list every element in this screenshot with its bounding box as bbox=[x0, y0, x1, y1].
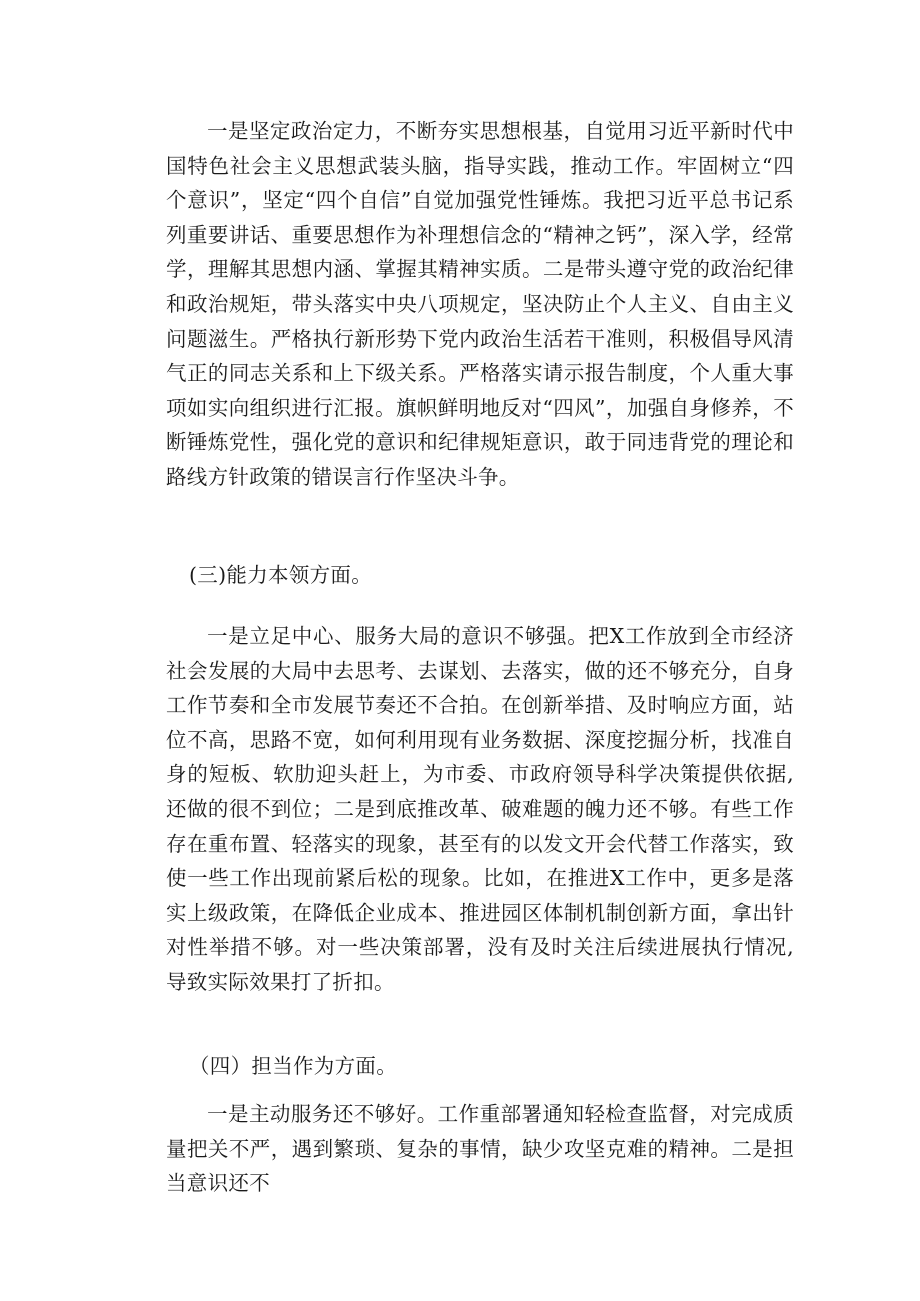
paragraph-political-stance: 一是坚定政治定力，不断夯实思想根基，自觉用习近平新时代中国特色社会主义思想武装头脑，指导实践，推动工作。牢固树立“四个意识”，坚定“四个自信”自觉加强党性锤炼。我把习近平总书记系列重要讲话、重要思想作为补理想信念的“精神之钙”，深入学，经常学，理解其思想内涵、掌握其精神实质。二是带头遵守党的政治纪律和政治规矩，带头落实中央八项规定，坚决防止个人主义、自由主义问题滋生。严格执行新形势下党内政治生活若干准则，积极倡导风清气正的同志关系和上下级关系。严格落实请示报告制度，个人重大事项如实向组织进行汇报。旗帜鲜明地反对“四风”，加强自身修养，不断锤炼党性，强化党的意识和纪律规矩意识，敢于同违背党的理论和路线方针政策的错误言行作坚决斗争。 bbox=[166, 119, 794, 489]
paragraph-ability: 一是立足中心、服务大局的意识不够强。把X工作放到全市经济社会发展的大局中去思考、去谋划、去落实，做的还不够充分，自身工作节奏和全市发展节奏还不合拍。在创新举措、及时响应方面，站位不高，思路不宽，如何利用现有业务数据、深度挖掘分析，找准自身的短板、软肋迎头赶上，为市委、市政府领导科学决策提供依据,还做的很不到位；二是到底推改革、破难题的魄力还不够。有些工作存在重布置、轻落实的现象，甚至有的以发文开会代替工作落实，致使一些工作出现前紧后松的现象。比如，在推进X工作中，更多是落实上级政策，在降低企业成本、推进园区体制机制创新方面，拿出针对性举措不够。对一些决策部署，没有及时关注后续进展执行情况,导致实际效果打了折扣。 bbox=[166, 624, 794, 994]
section-heading-ability: (三)能力本领方面。 bbox=[189, 563, 372, 587]
paragraph-responsibility: 一是主动服务还不够好。工作重部署通知轻检查监督，对完成质量把关不严，遇到繁琐、复杂的事情，缺少攻坚克难的精神。二是担当意识还不 bbox=[166, 1102, 794, 1196]
section-heading-responsibility: （四）担当作为方面。 bbox=[189, 1054, 397, 1078]
